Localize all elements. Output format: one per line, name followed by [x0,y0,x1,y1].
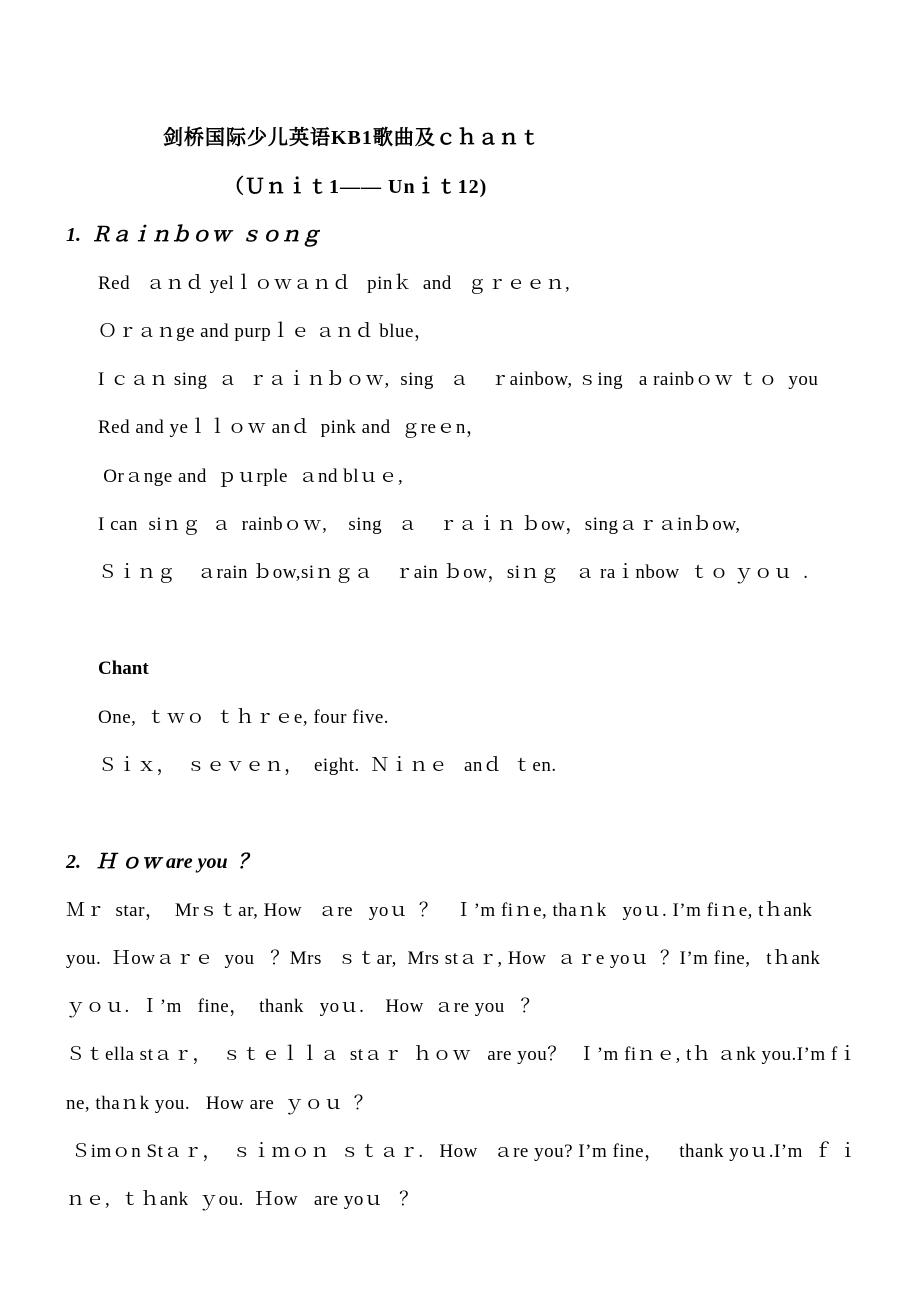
chant-heading: Chant [98,658,149,679]
section-1-heading: 1. Ｒａｉｎｂｏｗ ｓｏｎｇ [66,224,321,246]
chant-line: Ｓｉｘ， ｓｅｖｅｎ， eight. Ｎｉｎｅ anｄ ｔen. [98,755,557,776]
lyric-line: I can siｎｇ ａ rainbｏｗ, sing ａ ｒａｉｎ ｂow，singａｒａinｂow, [98,514,741,535]
lyric-line: Ｓｉｎｇ ａrain ｂow,siｎｇａ ｒain ｂow，siｎｇ ａ raｉnbow ｔｏ ｙｏｕ . [98,562,809,583]
lyric-line: Orａnge and ｐｕrple ａnd blｕｅ, [98,466,404,487]
lyric-line: Ｍｒ star， Mrｓｔar, How ａre yoｕ ？ Ｉ’m fiｎe, thaｎk yoｕ. I’m fiｎe, tｈank [66,900,813,921]
lyric-line: ｙｏｕ. Ｉ’m fine， thank yoｕ. How ａre you ？ [66,996,541,1017]
lyric-line: you. Ｈowａｒｅ you ？Mrs ｓｔar, Mrs stａｒ, How ａｒe yoｕ ？I’m fine, tｈank [66,948,821,969]
lyric-line: Ｓimｏn Stａｒ， ｓｉｍｏｎ ｓｔａｒ. How ａre you? I’m fine， thank yoｕ.I’m ｆ ｉ [66,1141,858,1162]
section-2-heading: 2. Ｈ ｏｗ are you ？ [66,851,258,873]
lyric-line: Red ａｎｄ yelｌｏｗａｎｄ pinｋ and ｇｒｅｅｎ, [98,273,571,294]
document-title: 剑桥国际少儿英语KB1歌曲及ｃｈａｎｔ [163,127,541,149]
lyric-line: Ｓｔella stａｒ， ｓｔｅｌｌａ stａｒ ｈｏｗ are you？ Ｉ’m fiｎｅ, tｈ ａnk you.I’m fｉ [66,1044,858,1065]
lyric-line: ｎｅ, ｔｈank ｙou. Ｈow are yoｕ ？ [66,1189,419,1210]
document-subtitle: （Ｕｎｉｔ1—— Unｉｔ12) [224,176,488,198]
lyric-line: ne, thaｎk you. How are ｙｏｕ ？ [66,1093,374,1114]
lyric-line: Red and yeｌｌｏｗ anｄ pink and ｇreｅn， [98,417,486,438]
lyric-line: I ｃａｎ sing ａ ｒａｉｎｂｏｗ, sing ａ ｒainbow, ｓing a rainbｏｗ ｔｏ you [98,369,819,390]
lyric-line: Ｏｒａｎge and purpｌｅ ａｎｄ blue， [98,321,434,342]
chant-line: One, ｔｗｏ ｔｈｒｅe, four five. [98,707,390,728]
